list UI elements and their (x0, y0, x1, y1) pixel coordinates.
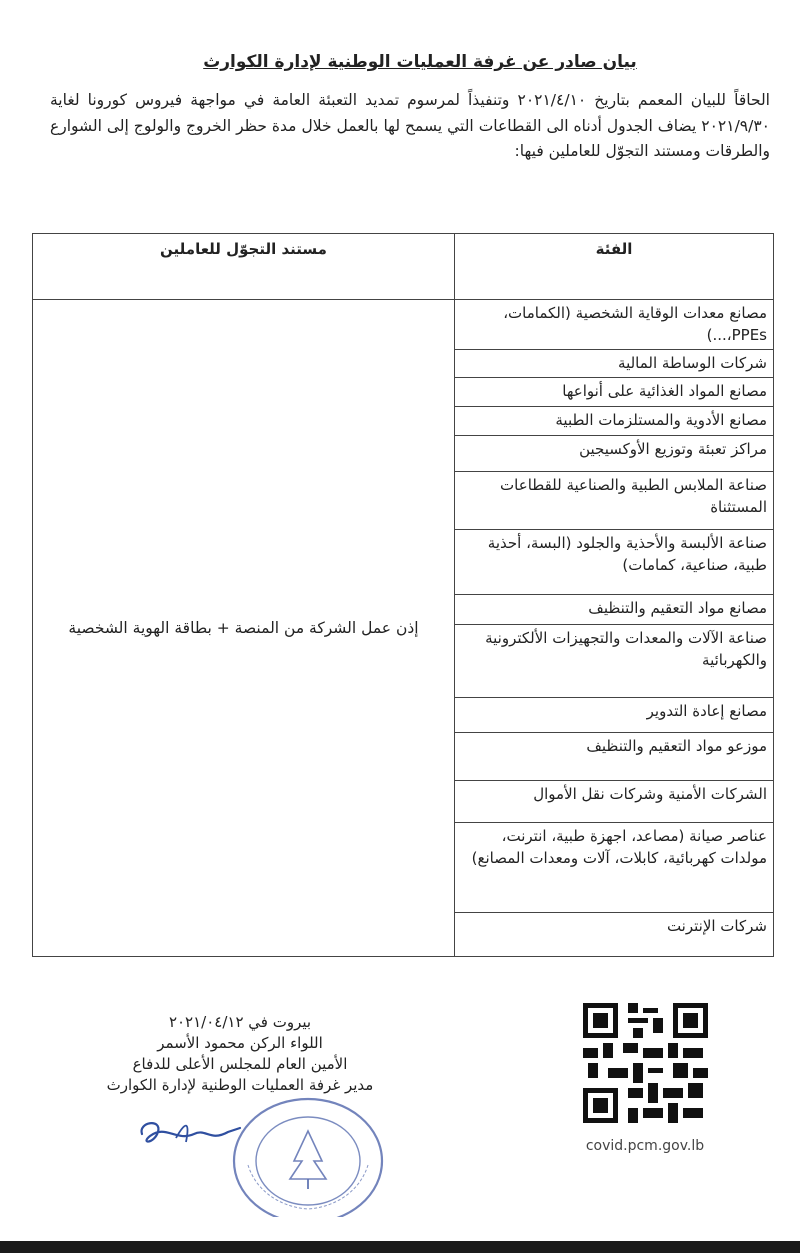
sectors-table (32, 233, 774, 957)
table-row (33, 300, 774, 350)
category-cell: عناصر صيانة (مصاعد، اجهزة طبية، انترنت، مولدات كهربائية، كابلات، آلات ومعدات المصانع) (455, 823, 774, 913)
category-cell: مصانع معدات الوقاية الشخصية (الكمامات، PPEs،...) (455, 300, 774, 350)
place-date: بيروت في ٢٠٢١/٠٤/١٢ (168, 1013, 312, 1031)
category-cell: موزعو مواد التعقيم والتنظيف (455, 733, 774, 781)
category-cell: مراكز تعبئة وتوزيع الأوكسيجين (455, 436, 774, 472)
bottom-edge-bar (0, 1241, 800, 1253)
category-cell: مصانع إعادة التدوير (455, 698, 774, 733)
table-header-row (33, 234, 774, 300)
intro-paragraph: الحاقاً للبيان المعمم بتاريخ ٢٠٢١/٤/١٠ وتنفيذاً لمرسوم تمديد التعبئة العامة في مواجهة فيروس كورونا لغاية ٢٠٢١/٩/٣٠ يضاف الجدول أدناه الى القطاعات التي يسمح لها بالعمل خلال مدة حظر الخروج والولوج إلى الشوارع والطرقات ومستند التجوّل للعاملين فيها: (50, 91, 770, 160)
category-cell: مصانع المواد الغذائية على أنواعها (455, 378, 774, 407)
qr-code (583, 1003, 708, 1123)
header-category: الفئة (455, 234, 774, 300)
category-cell: الشركات الأمنية وشركات نقل الأموال (455, 781, 774, 823)
category-cell: صناعة الملابس الطبية والصناعية للقطاعات المستثناة (455, 472, 774, 530)
website-url[interactable]: covid.pcm.gov.lb (585, 1138, 705, 1154)
header-document: مستند التجوّل للعاملين (33, 234, 455, 300)
required-document-cell: إذن عمل الشركة من المنصة + بطاقة الهوية الشخصية (33, 300, 455, 957)
signatory-role-2: مدير غرفة العمليات الوطنية لإدارة الكوارث (106, 1076, 374, 1094)
category-cell: مصانع مواد التعقيم والتنظيف (455, 595, 774, 625)
category-cell: صناعة الألبسة والأحذية والجلود (البسة، أحذية طبية، صناعية، كمامات) (455, 530, 774, 595)
signatory-name: اللواء الركن محمود الأسمر (157, 1034, 323, 1052)
category-cell: شركات الوساطة المالية (455, 350, 774, 378)
signature-block (60, 1012, 420, 1096)
category-cell: شركات الإنترنت (455, 913, 774, 957)
category-cell: صناعة الآلات والمعدات والتجهيزات الألكترونية والكهربائية (455, 625, 774, 698)
document-title: بيان صادر عن غرفة العمليات الوطنية لإدارة الكوارث (203, 52, 637, 72)
official-stamp (228, 1095, 388, 1217)
category-cell: مصانع الأدوية والمستلزمات الطبية (455, 407, 774, 436)
signatory-role: الأمين العام للمجلس الأعلى للدفاع (132, 1055, 348, 1073)
